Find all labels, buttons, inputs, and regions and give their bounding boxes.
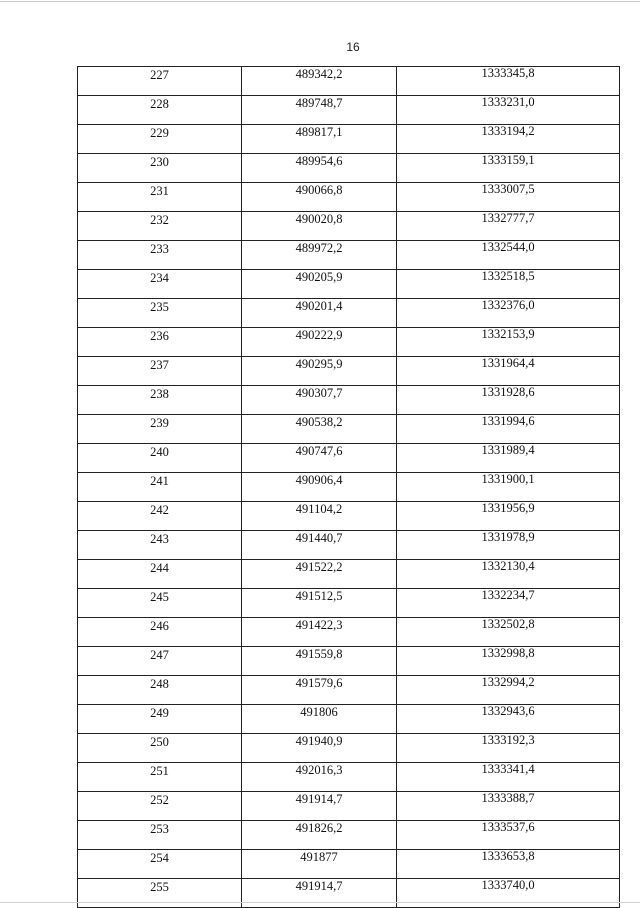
table-row	[78, 502, 620, 531]
x-coordinate-cell: 489748,7	[242, 96, 397, 125]
table-row	[78, 328, 620, 357]
table-row	[78, 212, 620, 241]
point-number-cell: 247	[78, 647, 242, 676]
y-coordinate-cell: 1333159,1	[397, 154, 620, 183]
point-number-cell: 242	[78, 502, 242, 531]
table-row	[78, 763, 620, 792]
y-coordinate-cell: 1333388,7	[397, 792, 620, 821]
x-coordinate-cell: 490066,8	[242, 183, 397, 212]
y-coordinate-cell: 1333231,0	[397, 96, 620, 125]
x-coordinate-cell: 491826,2	[242, 821, 397, 850]
x-coordinate-cell: 489342,2	[242, 67, 397, 96]
y-coordinate-cell: 1333194,2	[397, 125, 620, 154]
y-coordinate-cell: 1331964,4	[397, 357, 620, 386]
point-number-cell: 236	[78, 328, 242, 357]
x-coordinate-cell: 490295,9	[242, 357, 397, 386]
table-row	[78, 821, 620, 850]
table-row	[78, 589, 620, 618]
table-row	[78, 125, 620, 154]
y-coordinate-cell: 1333537,6	[397, 821, 620, 850]
point-number-cell: 228	[78, 96, 242, 125]
point-number-cell: 250	[78, 734, 242, 763]
y-coordinate-cell: 1332502,8	[397, 618, 620, 647]
table-row	[78, 270, 620, 299]
y-coordinate-cell: 1331978,9	[397, 531, 620, 560]
table-row	[78, 154, 620, 183]
table-row	[78, 850, 620, 879]
point-number-cell: 238	[78, 386, 242, 415]
y-coordinate-cell: 1331994,6	[397, 415, 620, 444]
x-coordinate-cell: 491422,3	[242, 618, 397, 647]
x-coordinate-cell: 491522,2	[242, 560, 397, 589]
point-number-cell: 234	[78, 270, 242, 299]
point-number-cell: 233	[78, 241, 242, 270]
x-coordinate-cell: 491579,6	[242, 676, 397, 705]
x-coordinate-cell: 491914,7	[242, 792, 397, 821]
point-number-cell: 245	[78, 589, 242, 618]
y-coordinate-cell: 1332777,7	[397, 212, 620, 241]
x-coordinate-cell: 489817,1	[242, 125, 397, 154]
table-row	[78, 357, 620, 386]
y-coordinate-cell: 1332153,9	[397, 328, 620, 357]
point-number-cell: 240	[78, 444, 242, 473]
y-coordinate-cell: 1333007,5	[397, 183, 620, 212]
point-number-cell: 227	[78, 67, 242, 96]
x-coordinate-cell: 489972,2	[242, 241, 397, 270]
x-coordinate-cell: 491877	[242, 850, 397, 879]
x-coordinate-cell: 491104,2	[242, 502, 397, 531]
table-row	[78, 734, 620, 763]
point-number-cell: 241	[78, 473, 242, 502]
y-coordinate-cell: 1332234,7	[397, 589, 620, 618]
point-number-cell: 249	[78, 705, 242, 734]
table-row	[78, 647, 620, 676]
table-row	[78, 705, 620, 734]
x-coordinate-cell: 491940,9	[242, 734, 397, 763]
table-row	[78, 879, 620, 908]
table-row	[78, 96, 620, 125]
y-coordinate-cell: 1333341,4	[397, 763, 620, 792]
point-number-cell: 255	[78, 879, 242, 908]
table-row	[78, 560, 620, 589]
page-bottom-edge	[0, 902, 640, 903]
y-coordinate-cell: 1332943,6	[397, 705, 620, 734]
page-number: 16	[346, 40, 360, 54]
point-number-cell: 232	[78, 212, 242, 241]
point-number-cell: 231	[78, 183, 242, 212]
point-number-cell: 251	[78, 763, 242, 792]
table-row	[78, 618, 620, 647]
y-coordinate-cell: 1333192,3	[397, 734, 620, 763]
table-row	[78, 415, 620, 444]
x-coordinate-cell: 489954,6	[242, 154, 397, 183]
x-coordinate-cell: 490020,8	[242, 212, 397, 241]
table-row	[78, 299, 620, 328]
x-coordinate-cell: 491512,5	[242, 589, 397, 618]
x-coordinate-cell: 490906,4	[242, 473, 397, 502]
table-row	[78, 444, 620, 473]
table-row	[78, 241, 620, 270]
x-coordinate-cell: 490201,4	[242, 299, 397, 328]
x-coordinate-cell: 490747,6	[242, 444, 397, 473]
x-coordinate-cell: 490205,9	[242, 270, 397, 299]
y-coordinate-cell: 1331928,6	[397, 386, 620, 415]
table-row	[78, 531, 620, 560]
point-number-cell: 239	[78, 415, 242, 444]
y-coordinate-cell: 1331989,4	[397, 444, 620, 473]
point-number-cell: 246	[78, 618, 242, 647]
y-coordinate-cell: 1332130,4	[397, 560, 620, 589]
point-number-cell: 244	[78, 560, 242, 589]
point-number-cell: 248	[78, 676, 242, 705]
point-number-cell: 252	[78, 792, 242, 821]
y-coordinate-cell: 1331956,9	[397, 502, 620, 531]
table-row	[78, 676, 620, 705]
y-coordinate-cell: 1331900,1	[397, 473, 620, 502]
x-coordinate-cell: 490307,7	[242, 386, 397, 415]
y-coordinate-cell: 1333653,8	[397, 850, 620, 879]
coordinate-table	[77, 66, 620, 908]
y-coordinate-cell: 1332376,0	[397, 299, 620, 328]
point-number-cell: 254	[78, 850, 242, 879]
x-coordinate-cell: 492016,3	[242, 763, 397, 792]
page-top-edge	[0, 1, 640, 2]
y-coordinate-cell: 1332518,5	[397, 270, 620, 299]
point-number-cell: 243	[78, 531, 242, 560]
y-coordinate-cell: 1333345,8	[397, 67, 620, 96]
y-coordinate-cell: 1332994,2	[397, 676, 620, 705]
point-number-cell: 230	[78, 154, 242, 183]
point-number-cell: 237	[78, 357, 242, 386]
x-coordinate-cell: 491806	[242, 705, 397, 734]
x-coordinate-cell: 491559,8	[242, 647, 397, 676]
x-coordinate-cell: 490222,9	[242, 328, 397, 357]
point-number-cell: 229	[78, 125, 242, 154]
x-coordinate-cell: 490538,2	[242, 415, 397, 444]
y-coordinate-cell: 1332544,0	[397, 241, 620, 270]
point-number-cell: 235	[78, 299, 242, 328]
x-coordinate-cell: 491440,7	[242, 531, 397, 560]
x-coordinate-cell: 491914,7	[242, 879, 397, 908]
table-row	[78, 386, 620, 415]
y-coordinate-cell: 1333740,0	[397, 879, 620, 908]
point-number-cell: 253	[78, 821, 242, 850]
table-row	[78, 183, 620, 212]
y-coordinate-cell: 1332998,8	[397, 647, 620, 676]
table-row	[78, 792, 620, 821]
table-row	[78, 473, 620, 502]
table-row	[78, 67, 620, 96]
coordinate-table-body	[78, 67, 620, 908]
